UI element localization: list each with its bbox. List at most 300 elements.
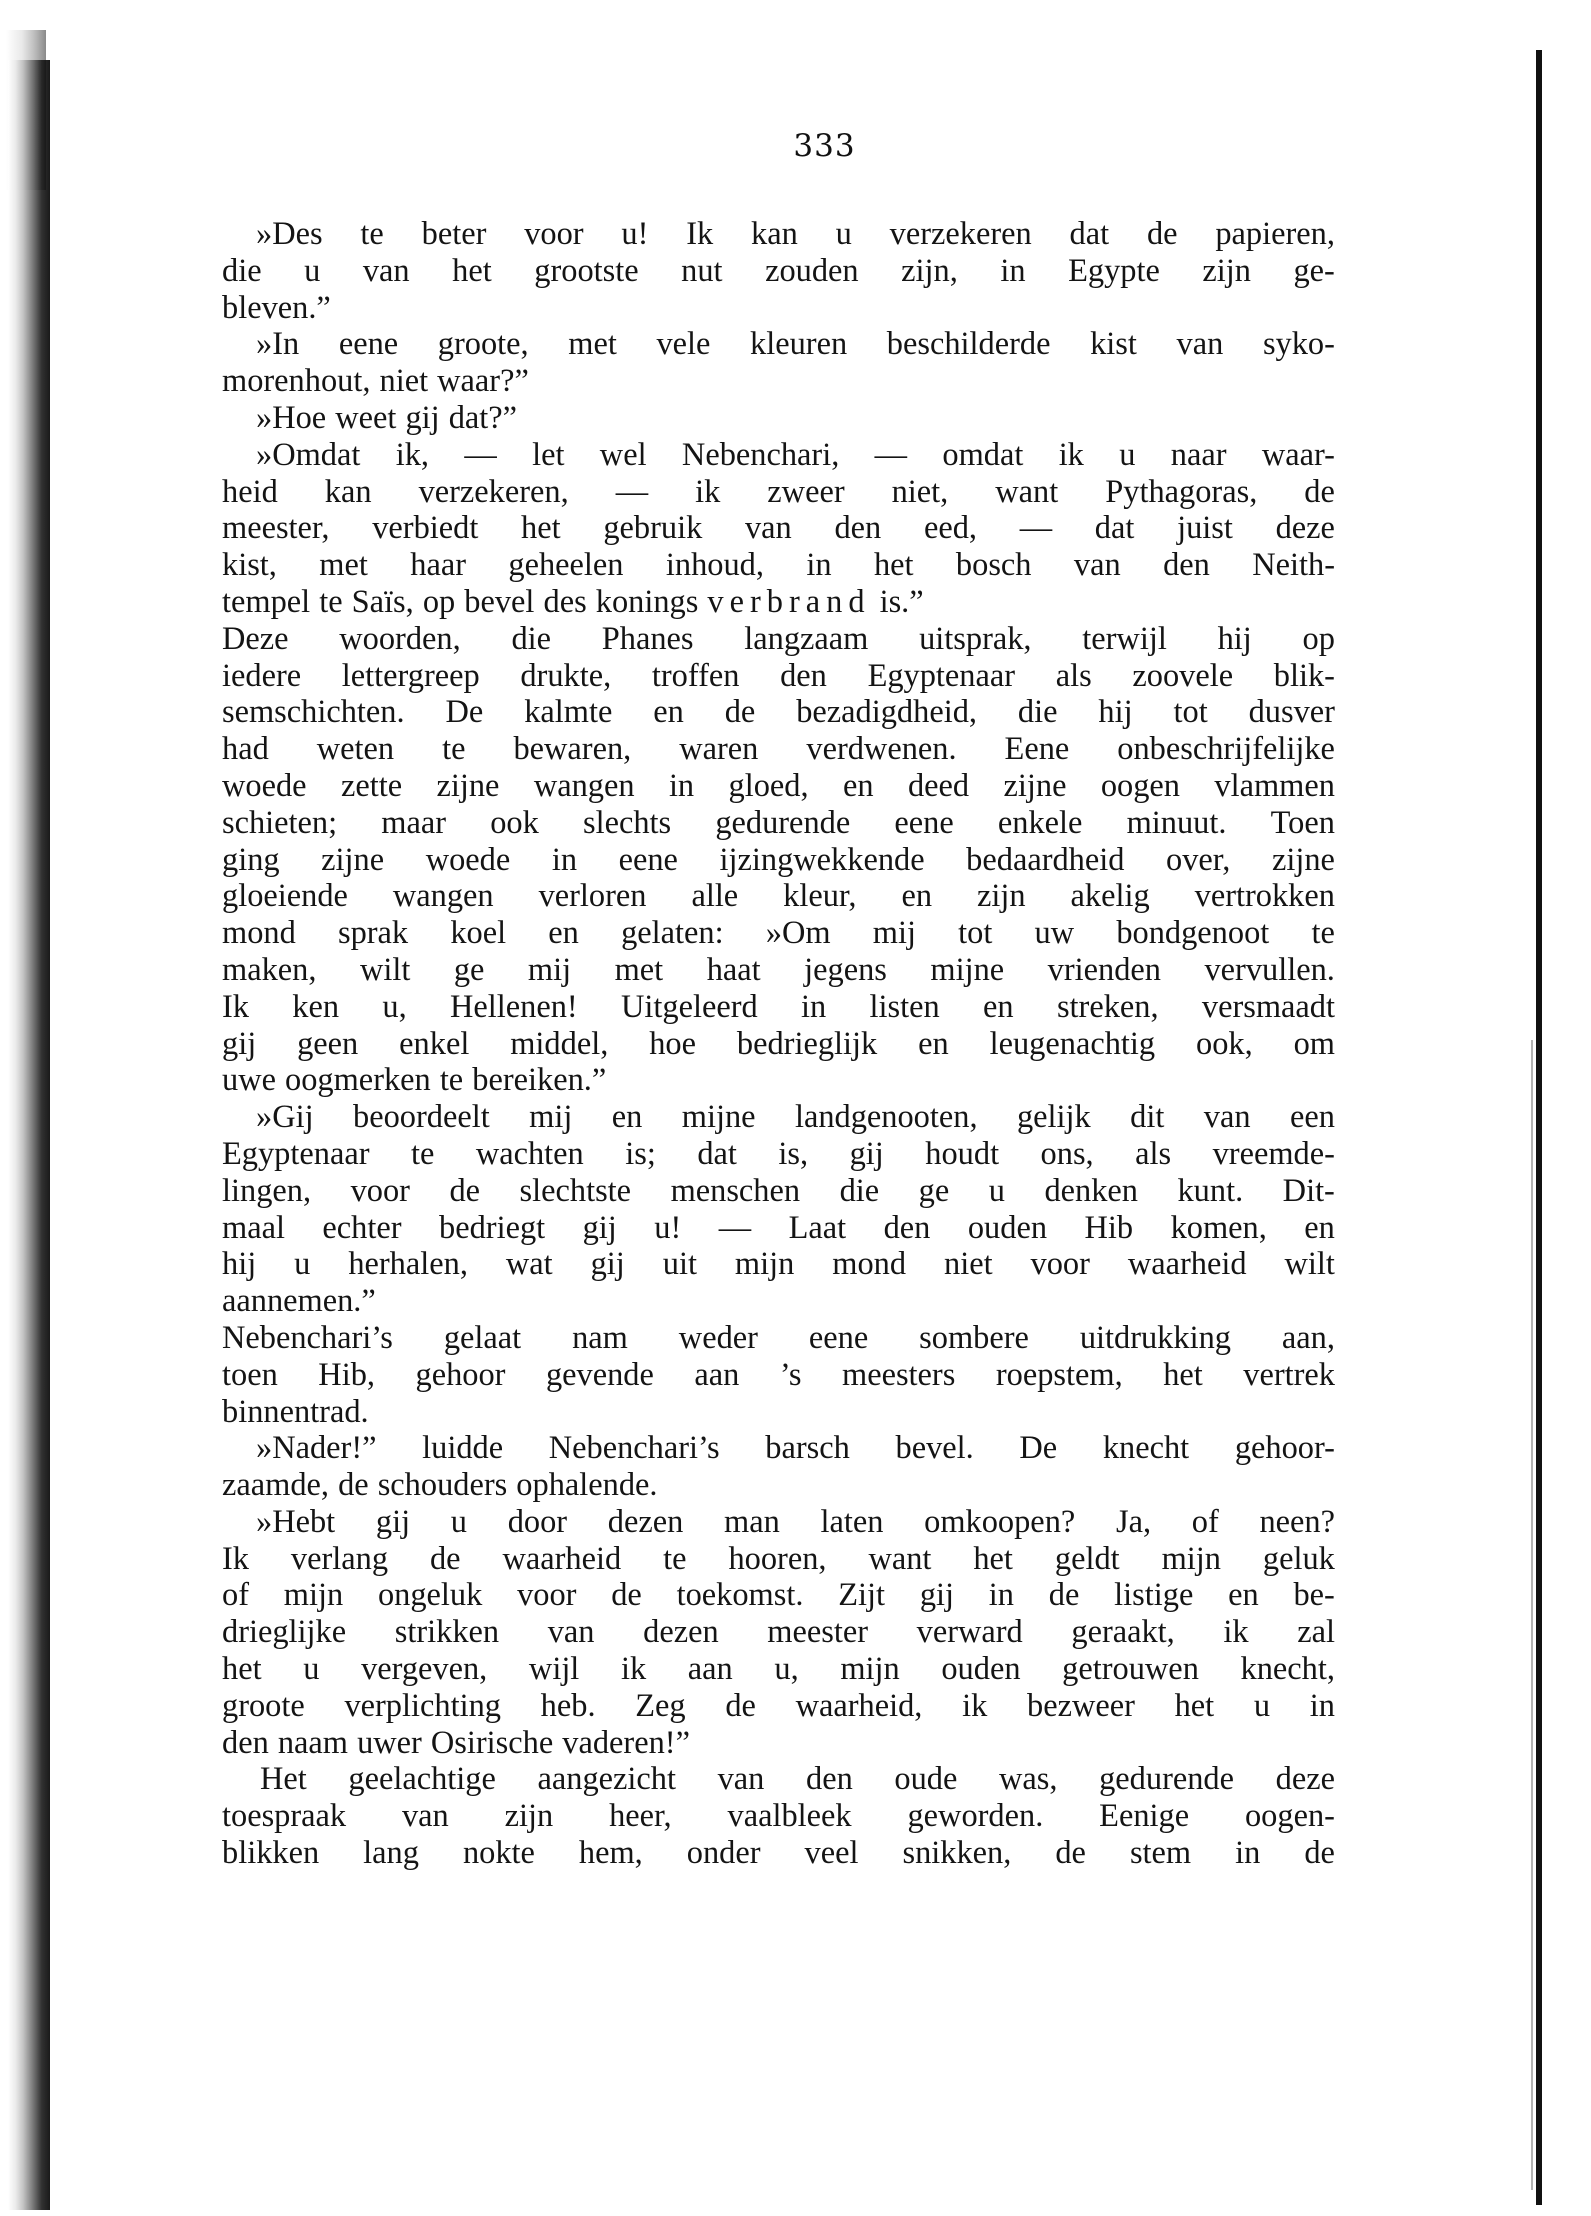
- word: den: [834, 510, 882, 547]
- word: gij: [375, 1503, 411, 1540]
- word: sprak: [337, 915, 409, 952]
- word: bondgenoot: [1116, 915, 1270, 952]
- word: u: [988, 1172, 1005, 1209]
- word: verzekeren: [889, 216, 1032, 252]
- word: bedrieglijk: [736, 1025, 878, 1062]
- word: zouden: [765, 252, 859, 289]
- word: »In: [256, 326, 300, 363]
- word: echter: [322, 1209, 402, 1246]
- word: u!: [621, 216, 649, 252]
- word: dat: [1069, 216, 1110, 252]
- text-line: [222, 1283, 1335, 1320]
- word: u: [1253, 1687, 1271, 1724]
- word: heer,: [609, 1798, 672, 1835]
- word: en: [611, 1099, 643, 1136]
- word: want: [868, 1540, 932, 1577]
- word: van: [717, 1761, 765, 1798]
- word: zijne: [1003, 767, 1067, 804]
- word: wilt: [1284, 1246, 1335, 1283]
- word: gedurende: [1099, 1761, 1235, 1798]
- word: vertrek: [1243, 1356, 1335, 1393]
- word: bezadigdheid,: [796, 694, 977, 731]
- word: woede: [425, 841, 511, 878]
- word: voor: [350, 1172, 410, 1209]
- word: kleuren: [750, 326, 848, 363]
- word: des: [543, 583, 587, 620]
- word: ook,: [1196, 1025, 1253, 1062]
- word: ouden: [941, 1651, 1021, 1688]
- word: strikken: [394, 1614, 500, 1651]
- text-line: [222, 1504, 1335, 1541]
- word: te: [663, 1540, 687, 1577]
- word: let: [532, 436, 565, 473]
- word: als: [1135, 1135, 1172, 1172]
- word: geluk: [1262, 1540, 1335, 1577]
- word: —: [718, 1209, 752, 1246]
- word: ken: [292, 988, 340, 1025]
- word: ik,: [395, 436, 429, 473]
- word: den: [883, 1209, 931, 1246]
- word: zijn: [504, 1798, 554, 1835]
- text-line: [222, 1357, 1335, 1394]
- word: dezen: [643, 1614, 719, 1651]
- text-line: [222, 731, 1335, 768]
- word: knecht,: [1240, 1651, 1335, 1688]
- word: de: [1304, 473, 1335, 510]
- word: met: [319, 547, 368, 584]
- word: kist,: [222, 547, 277, 584]
- word: oogmerken: [285, 1062, 431, 1099]
- word: en: [653, 694, 684, 731]
- word: gehoor-: [1234, 1430, 1335, 1467]
- word: toen: [222, 1356, 278, 1393]
- word: was,: [999, 1761, 1058, 1798]
- word: ons,: [1040, 1135, 1094, 1172]
- word: Laat: [788, 1209, 847, 1246]
- word: gij: [590, 1246, 625, 1283]
- word: Ik: [686, 216, 714, 252]
- word: zijne: [436, 767, 500, 804]
- word: verloren: [538, 878, 647, 915]
- word: op: [1302, 620, 1335, 657]
- word: u: [294, 1246, 311, 1283]
- word: voor: [517, 1577, 577, 1614]
- word: vele: [656, 326, 711, 363]
- word: oude: [894, 1761, 958, 1798]
- text-line: [222, 658, 1335, 695]
- text-line: [222, 1246, 1335, 1283]
- word: of: [1191, 1503, 1219, 1540]
- text-line: [222, 915, 1335, 952]
- page-right-edge-inner: [1531, 1040, 1533, 2190]
- word: vaalbleek: [727, 1798, 852, 1835]
- word: minuut.: [1126, 804, 1227, 841]
- word: dusver: [1248, 694, 1335, 731]
- word: met: [614, 951, 664, 988]
- word: —: [464, 436, 497, 473]
- text-line: [222, 1541, 1335, 1578]
- word: beter: [421, 216, 487, 252]
- word: geraakt,: [1071, 1614, 1175, 1651]
- word: lettergreep: [341, 657, 480, 694]
- word: langzaam: [744, 620, 869, 657]
- word: aan,: [1281, 1319, 1335, 1356]
- word: mond: [832, 1246, 907, 1283]
- word: tot: [958, 915, 993, 952]
- word: van: [1073, 547, 1121, 584]
- word: Eene: [1004, 731, 1070, 768]
- text-line: [222, 805, 1335, 842]
- word: maal: [222, 1209, 285, 1246]
- word: eene: [808, 1319, 869, 1356]
- word: eene: [338, 326, 399, 363]
- word: inhoud,: [665, 547, 764, 584]
- word: wel: [599, 436, 647, 473]
- word: aannemen.”: [222, 1283, 376, 1320]
- word: bedriegt: [439, 1209, 546, 1246]
- word: mond: [222, 915, 296, 952]
- word: Dit-: [1282, 1172, 1335, 1209]
- word: snikken,: [902, 1835, 1012, 1872]
- word: waar?”: [437, 363, 529, 400]
- word: Het: [260, 1761, 307, 1798]
- word: ik: [1058, 436, 1084, 473]
- word: zweer: [767, 473, 845, 510]
- word: van: [547, 1614, 595, 1651]
- word: bosch: [955, 547, 1032, 584]
- word: verbrand: [707, 583, 871, 620]
- word: troffen: [651, 657, 740, 694]
- word: en: [548, 915, 579, 952]
- word: blik-: [1273, 657, 1335, 694]
- word: niet: [379, 363, 429, 400]
- word: syko-: [1262, 326, 1335, 363]
- word: sombere: [919, 1319, 1029, 1356]
- text-line: [222, 1651, 1335, 1688]
- word: op: [422, 583, 456, 620]
- word: het: [973, 1540, 1013, 1577]
- word: vrienden: [1047, 951, 1161, 988]
- word: dat?”: [448, 399, 518, 436]
- word: door: [507, 1503, 568, 1540]
- page-number: 333: [793, 128, 856, 164]
- word: hoe: [649, 1025, 696, 1062]
- word: zijn,: [901, 252, 958, 289]
- word: toekomst.: [676, 1577, 804, 1614]
- word: gij: [919, 1577, 955, 1614]
- word: van: [744, 510, 792, 547]
- word: slechtste: [519, 1172, 632, 1209]
- word: omdat: [942, 436, 1024, 473]
- word: gelaten:: [621, 915, 724, 952]
- word: omkoopen?: [924, 1503, 1076, 1540]
- text-line: [222, 584, 1335, 621]
- word: kan: [751, 216, 798, 252]
- word: vreemde-: [1212, 1135, 1335, 1172]
- word: verlang: [290, 1540, 389, 1577]
- word: »Omdat: [256, 436, 361, 473]
- text-line: [222, 621, 1335, 658]
- word: u: [303, 1651, 320, 1688]
- text-line: [222, 1798, 1335, 1835]
- word: zaamde,: [222, 1467, 329, 1504]
- word: in: [801, 988, 827, 1025]
- word: gij: [405, 399, 440, 436]
- word: wachten: [475, 1135, 584, 1172]
- word: gedurende: [715, 804, 851, 841]
- word: ouden: [967, 1209, 1048, 1246]
- text-line: [222, 842, 1335, 879]
- word: jegens: [804, 951, 887, 988]
- word: u!: [654, 1209, 682, 1246]
- word: den: [222, 1724, 269, 1761]
- text-line: [222, 1467, 1335, 1504]
- word: aangezicht: [537, 1761, 676, 1798]
- word: denken: [1044, 1172, 1138, 1209]
- word: slechts: [582, 804, 672, 841]
- word: uwer: [357, 1724, 422, 1761]
- word: het: [873, 547, 914, 584]
- text-line: [222, 1062, 1335, 1099]
- word: middel,: [510, 1025, 609, 1062]
- word: het: [452, 252, 492, 289]
- text-line: [222, 1725, 1335, 1762]
- word: het: [222, 1651, 262, 1688]
- word: onbeschrijfelijke: [1117, 731, 1335, 768]
- word: —: [615, 473, 649, 510]
- word: barsch: [765, 1430, 850, 1467]
- word: zijn: [1202, 252, 1251, 289]
- word: Nebenchari’s: [548, 1430, 720, 1467]
- word: mijne: [681, 1099, 756, 1136]
- word: want: [995, 473, 1059, 510]
- word: van: [362, 252, 410, 289]
- word: be-: [1293, 1577, 1335, 1614]
- word: oogen-: [1244, 1798, 1335, 1835]
- word: menschen: [670, 1172, 801, 1209]
- word: mij: [872, 915, 916, 952]
- word: Pythagoras,: [1105, 473, 1258, 510]
- word: Deze: [222, 620, 289, 657]
- word: die: [222, 252, 262, 289]
- word: verward: [916, 1614, 1023, 1651]
- word: Saïs,: [351, 583, 414, 620]
- word: Uitgeleerd: [621, 988, 758, 1025]
- word: die: [839, 1172, 880, 1209]
- word: mij: [529, 1099, 573, 1136]
- text-line: [222, 1210, 1335, 1247]
- word: de: [1304, 1835, 1335, 1872]
- text-line: [222, 547, 1335, 584]
- word: kist: [1090, 326, 1137, 363]
- word: neen?: [1259, 1503, 1335, 1540]
- word: Zeg: [635, 1687, 686, 1724]
- word: in: [1235, 1835, 1261, 1872]
- word: in: [988, 1577, 1014, 1614]
- word: mijn: [283, 1577, 344, 1614]
- word: ik: [620, 1651, 647, 1688]
- word: in: [1000, 252, 1026, 289]
- word: iedere: [222, 657, 302, 694]
- word: terwijl: [1082, 620, 1167, 657]
- word: is.”: [879, 583, 924, 620]
- word: mijn: [734, 1246, 795, 1283]
- word: ijzingwekkende: [719, 841, 925, 878]
- word: naar: [1170, 436, 1227, 473]
- word: het: [1174, 1687, 1215, 1724]
- word: dit: [1130, 1099, 1165, 1136]
- word: verbiedt: [372, 510, 479, 547]
- word: —: [1019, 510, 1053, 547]
- word: Ja,: [1115, 1503, 1152, 1540]
- word: toespraak: [222, 1798, 347, 1835]
- word: hij: [1217, 620, 1252, 657]
- word: mij: [527, 951, 572, 988]
- word: die: [511, 620, 552, 657]
- word: ophalende.: [516, 1467, 658, 1504]
- word: »Hebt: [256, 1503, 336, 1540]
- word: oogen: [1100, 767, 1181, 804]
- word: de: [611, 1577, 642, 1614]
- word: wat: [505, 1246, 553, 1283]
- word: en: [1304, 1209, 1335, 1246]
- word: had: [222, 731, 269, 768]
- text-line: [222, 253, 1335, 290]
- word: en: [983, 988, 1014, 1025]
- text-line: [222, 878, 1335, 915]
- word: Nebenchari,: [681, 436, 840, 473]
- word: »Des: [256, 216, 323, 252]
- word: Hib: [1084, 1209, 1134, 1246]
- word: »Om: [765, 915, 831, 952]
- word: houdt: [925, 1135, 1000, 1172]
- word: bewaren,: [513, 731, 632, 768]
- word: waarheid: [502, 1540, 622, 1577]
- word: zijne: [1271, 841, 1335, 878]
- word: schouders: [377, 1467, 508, 1504]
- word: vervullen.: [1204, 951, 1335, 988]
- word: verplichting: [344, 1687, 501, 1724]
- word: haar: [410, 547, 467, 584]
- word: veel: [804, 1835, 859, 1872]
- word: papieren,: [1215, 216, 1335, 252]
- word: hij: [1098, 694, 1133, 731]
- word: roepstem,: [995, 1356, 1123, 1393]
- text-line: [222, 694, 1335, 731]
- word: waarheid: [1127, 1246, 1247, 1283]
- text-line: [222, 363, 1335, 400]
- word: wijl: [528, 1651, 580, 1688]
- word: beoordeelt: [353, 1099, 490, 1136]
- word: weder: [678, 1319, 758, 1356]
- word: grootste: [534, 252, 639, 289]
- word: en: [901, 878, 933, 915]
- word: vertrokken: [1194, 878, 1335, 915]
- word: in: [551, 841, 578, 878]
- text-line: [222, 1577, 1335, 1614]
- page-gutter-shadow: [8, 60, 50, 2210]
- word: listige: [1114, 1577, 1194, 1614]
- text-line: [222, 1614, 1335, 1651]
- word: landgenooten,: [794, 1099, 978, 1136]
- word: aan: [694, 1356, 740, 1393]
- word: drukte,: [520, 657, 612, 694]
- text-line: [222, 1761, 1335, 1798]
- word: listen: [869, 988, 940, 1025]
- text-line: [222, 1394, 1335, 1431]
- word: een: [1289, 1099, 1335, 1136]
- word: gij: [582, 1209, 617, 1246]
- word: meester: [767, 1614, 869, 1651]
- word: woede: [222, 767, 307, 804]
- word: maken,: [222, 951, 317, 988]
- word: juist: [1177, 510, 1233, 547]
- word: den: [1163, 547, 1210, 584]
- word: van: [1203, 1099, 1251, 1136]
- word: bezweer: [1027, 1687, 1135, 1724]
- word: enkele: [997, 804, 1083, 841]
- word: »Nader!”: [256, 1430, 377, 1467]
- word: bereiken.”: [472, 1062, 607, 1099]
- text-line: [222, 1136, 1335, 1173]
- word: weten: [316, 731, 395, 768]
- word: zoovele: [1132, 657, 1234, 694]
- word: voor: [524, 216, 584, 252]
- word: bedaardheid: [966, 841, 1125, 878]
- word: Ik: [222, 988, 249, 1025]
- word: de: [724, 694, 756, 731]
- word: van: [1176, 326, 1224, 363]
- text-line: [222, 1430, 1335, 1467]
- word: zijn: [977, 878, 1026, 915]
- word: tot: [1173, 694, 1208, 731]
- word: Neith-: [1252, 547, 1335, 584]
- word: morenhout,: [222, 363, 371, 400]
- word: wilt: [359, 951, 411, 988]
- word: het: [1163, 1356, 1203, 1393]
- word: —: [874, 436, 908, 473]
- word: als: [1055, 657, 1092, 694]
- word: het: [521, 510, 561, 547]
- word: verzekeren,: [418, 473, 569, 510]
- word: die: [1017, 694, 1058, 731]
- word: aan: [687, 1651, 733, 1688]
- word: woorden,: [339, 620, 461, 657]
- body-text: [222, 216, 1335, 1872]
- word: groote: [222, 1687, 305, 1724]
- word: wangen: [392, 878, 494, 915]
- word: gloed,: [728, 767, 809, 804]
- word: gelijk: [1016, 1099, 1091, 1136]
- word: ook: [490, 804, 539, 841]
- word: te: [442, 731, 466, 768]
- word: schieten;: [222, 804, 338, 841]
- word: knecht: [1102, 1430, 1190, 1467]
- word: gij: [222, 1025, 257, 1062]
- word: akelig: [1070, 878, 1150, 915]
- word: man: [724, 1503, 780, 1540]
- word: verdwenen.: [806, 731, 957, 768]
- word: eed,: [923, 510, 977, 547]
- word: Egyptenaar: [222, 1135, 370, 1172]
- word: in: [1309, 1687, 1335, 1724]
- word: gehoor: [415, 1356, 506, 1393]
- word: drieglijke: [222, 1614, 347, 1651]
- word: streken,: [1056, 988, 1159, 1025]
- word: nut: [681, 252, 723, 289]
- word: waren: [679, 731, 759, 768]
- word: u: [1119, 436, 1136, 473]
